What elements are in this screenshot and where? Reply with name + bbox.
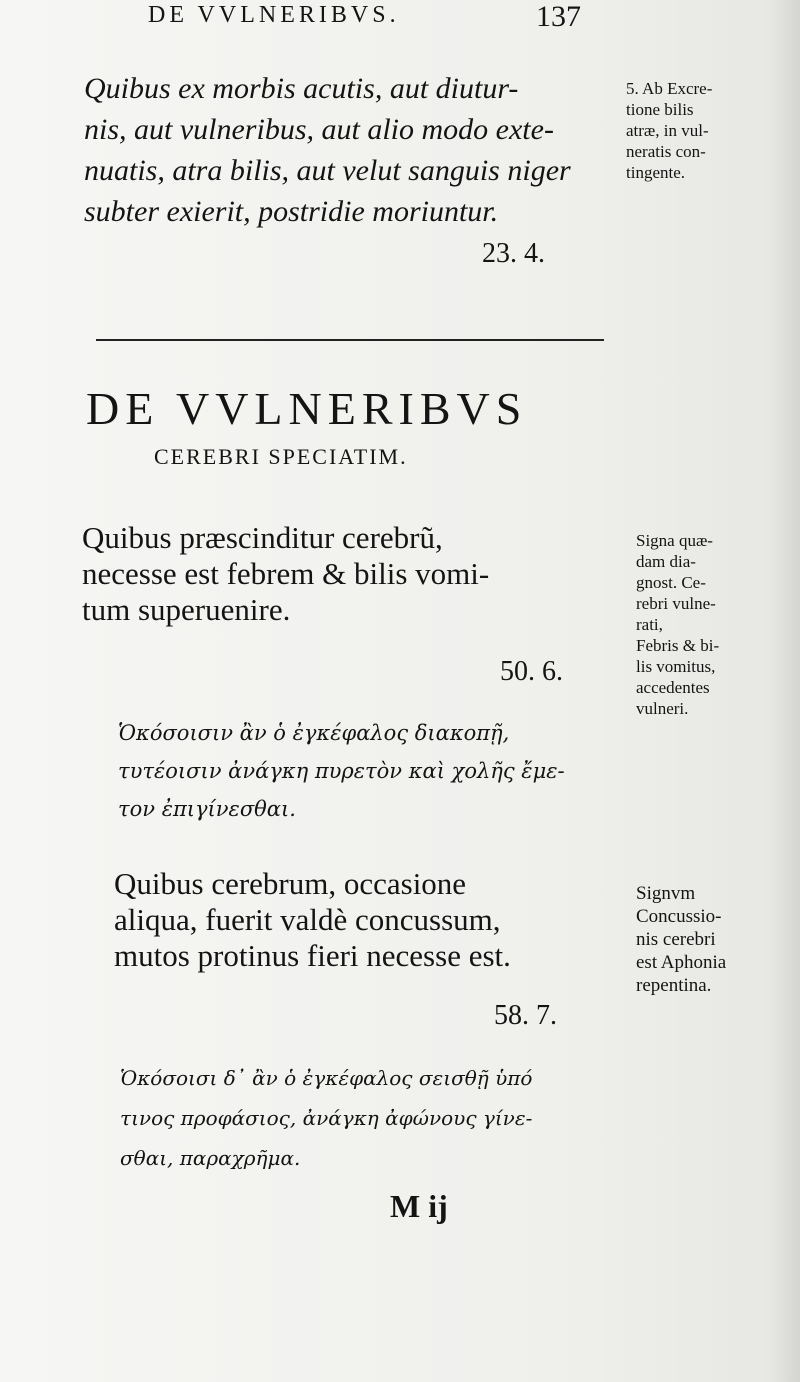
- aphorism-2-line: Quibus præscinditur cerebrũ,: [82, 520, 443, 555]
- aphorism-2-reference: 50. 6.: [500, 656, 563, 687]
- margin-note-line: est Aphonia: [636, 952, 727, 973]
- section-divider: [96, 339, 604, 341]
- margin-note-line: Febris & bi-: [636, 636, 720, 655]
- page-spine-shadow: [770, 0, 800, 1382]
- margin-note-line: repentina.: [636, 975, 712, 996]
- margin-note-line: rati,: [636, 615, 663, 634]
- greek-line: Ὁκόσοισι δ᾽ ἂν ὁ ἐγκέφαλος σεισθῇ ὑπό: [120, 1066, 533, 1090]
- margin-note-line: 5. Ab Excre-: [626, 79, 713, 98]
- greek-line: τυτέοισιν ἀνάγκη πυρετὸν καὶ χολῆς ἔμε-: [118, 759, 565, 783]
- aphorism-1-text: [84, 68, 571, 232]
- aphorism-3-line: Quibus cerebrum, occasione: [114, 866, 467, 901]
- margin-note-3: [636, 882, 726, 997]
- margin-note-line: Concussio-: [636, 906, 722, 927]
- margin-note-line: vulneri.: [636, 699, 689, 718]
- margin-note-line: dam dia-: [636, 552, 696, 571]
- margin-note-line: Signvm: [636, 883, 696, 904]
- signature-mark: M ij: [390, 1188, 448, 1224]
- greek-line: τινος προφάσιος, ἀνάγκη ἀφώνους γίνε-: [120, 1106, 533, 1130]
- margin-note-line: Signa quæ-: [636, 531, 713, 550]
- page-number: 137: [536, 0, 581, 33]
- margin-note-line: tione bilis: [626, 100, 694, 119]
- margin-note-line: atræ, in vul-: [626, 121, 709, 140]
- aphorism-1-line: nuatis, atra bilis, aut velut sanguis niger: [84, 154, 571, 187]
- margin-note-2: [636, 530, 719, 719]
- margin-note-line: tingente.: [626, 163, 686, 182]
- aphorism-2-line: necesse est febrem & bilis vomi-: [82, 556, 490, 591]
- aphorism-3-line: mutos protinus fieri necesse est.: [114, 938, 511, 973]
- running-head: DE VVLNERIBVS.: [148, 2, 400, 28]
- section-subtitle: CEREBRI SPECIATIM.: [154, 444, 408, 469]
- margin-note-line: lis vomitus,: [636, 657, 716, 676]
- aphorism-1-line: nis, aut vulneribus, aut alio modo exte-: [84, 113, 554, 146]
- aphorism-1-reference: 23. 4.: [482, 238, 545, 269]
- margin-note-1: [626, 78, 712, 183]
- margin-note-line: accedentes: [636, 678, 710, 697]
- aphorism-3-text: [114, 866, 511, 974]
- section-title: DE VVLNERIBVS: [86, 383, 528, 434]
- greek-line: τον ἐπιγίνεσθαι.: [118, 797, 296, 821]
- margin-note-line: neratis con-: [626, 142, 706, 161]
- aphorism-3-line: aliqua, fuerit valdè concussum,: [114, 902, 501, 937]
- aphorism-3-reference: 58. 7.: [494, 1000, 557, 1031]
- aphorism-1-line: Quibus ex morbis acutis, aut diutur-: [84, 72, 519, 105]
- margin-note-line: gnost. Ce-: [636, 573, 706, 592]
- aphorism-2-line: tum superuenire.: [82, 592, 291, 627]
- greek-line: σθαι, παραχρῆμα.: [120, 1146, 301, 1170]
- aphorism-1-line: subter exierit, postridie moriuntur.: [84, 195, 499, 228]
- margin-note-line: nis cerebri: [636, 929, 716, 950]
- greek-line: Ὁκόσοισιν ἂν ὁ ἐγκέφαλος διακοπῇ,: [118, 721, 510, 745]
- margin-note-line: rebri vulne-: [636, 594, 716, 613]
- aphorism-2-text: [82, 520, 489, 628]
- greek-text-2: [118, 714, 565, 828]
- greek-text-3: [120, 1058, 532, 1178]
